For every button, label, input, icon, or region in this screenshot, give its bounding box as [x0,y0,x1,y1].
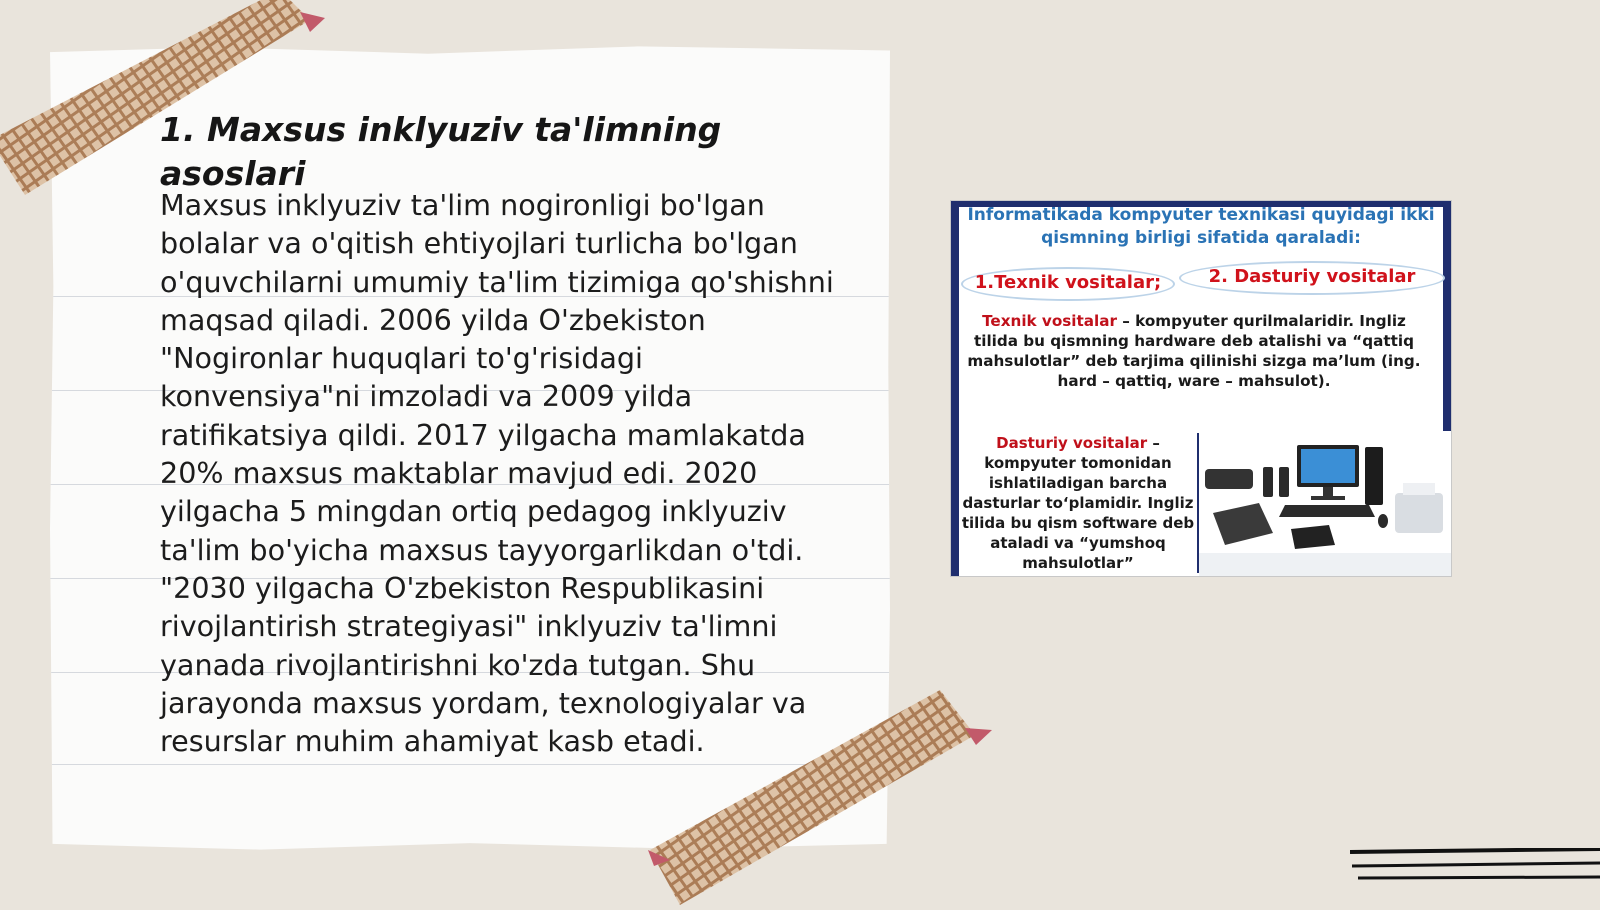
informatics-slide-image [950,200,1452,577]
cloud-label: 2. Dasturiy vositalar [1208,266,1416,287]
panel-frame [951,201,959,576]
definition-term: Dasturiy vositalar [996,434,1148,452]
definition-text: – kompyuter tomonidan ishlatiladigan barcha dasturlar to‘plamidir. Ingliz tilida bu qism software deb ataladi va “yumshoq mahsulotlar” [961,434,1195,572]
cloud-technical-means [961,267,1175,301]
software-means-definition [959,433,1199,573]
cloud-software-means [1179,261,1445,295]
slide-body-text: Maxsus inklyuziv ta'lim nogironligi bo'lgan bolalar va o'qitish ehtiyojlari turlicha bo'lgan o'quvchilarni umumiy ta'lim tizimiga qo'shishni maqsad qiladi. 2006 yilda O'zbekiston "Nogironlar huquqlari to'g'risidagi konvensiya"ni imzoladi va 2009 yilda ratifikatsiya qildi. 2017 yilgacha mamlakatda 20% maxsus maktablar mavjud edi. 2020 yilgacha 5 mingdan ortiq pedagog inklyuziv ta'lim bo'yicha maxsus tayyorgarlikdan o'tdi. "2030 yilgacha O'zbekiston Respublikasini rivojlantirish strategiyasi" inklyuziv ta'limni yanada rivojlantirishni ko'zda tutgan. Shu jarayonda maxsus yordam, texnologiyalar va resurslar muhim ahamiyat kasb etadi. [160,188,834,759]
slide-title: 1. Maxsus inklyuziv ta'limning asoslari [160,110,722,193]
definition-text: – kompyuter qurilmalaridir. Ingliz tilida bu qismning hardware deb atalishi va “qattiq mahsulotlar” deb tarjima qilinishi sizga ma’lum (ing. hard – qattiq, ware – mahsulot). [967,312,1421,390]
definition-term: Texnik vositalar [982,312,1117,330]
panel-frame [1443,201,1451,431]
technical-means-definition [959,311,1429,431]
cloud-label: 1.Texnik vositalar; [974,272,1162,293]
image-heading: Informatikada kompyuter texnikasi quyidagi ikki qismning birligi sifatida qaraladi: [967,205,1435,248]
decorative-lines [1350,848,1600,892]
computer-hardware-icon [1199,433,1451,576]
